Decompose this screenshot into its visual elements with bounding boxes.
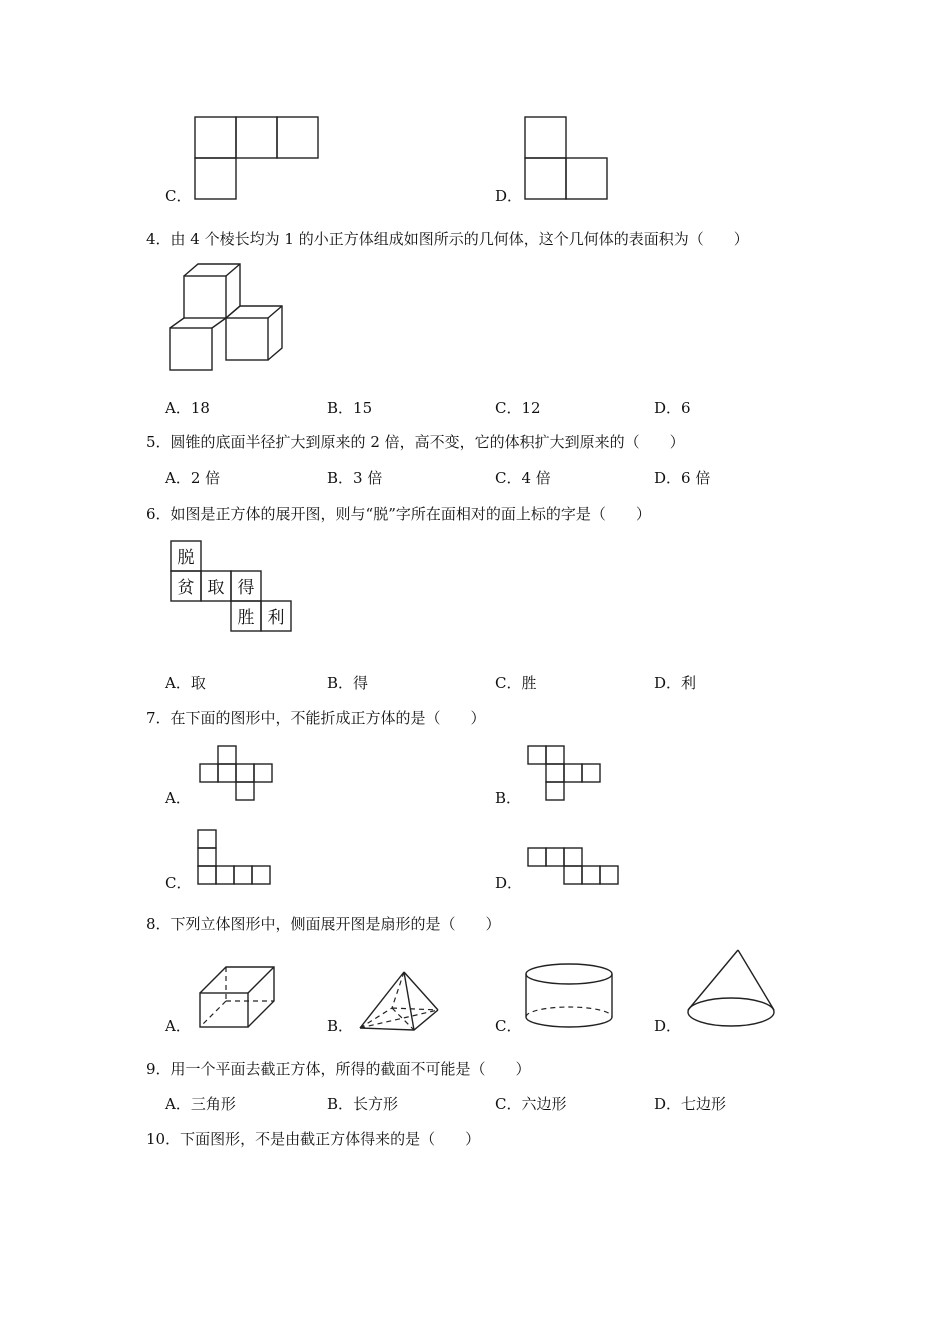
- q3-net-c: [194, 116, 320, 202]
- net-char-tuo: 脱: [177, 548, 195, 568]
- q3-option-d[interactable]: D．: [495, 187, 523, 205]
- q5-option-d[interactable]: D．6 倍: [654, 469, 711, 487]
- q8-option-b[interactable]: B．: [327, 1017, 354, 1035]
- q9-option-d[interactable]: D．七边形: [654, 1095, 727, 1113]
- q3-net-d: [524, 116, 610, 202]
- q6-option-a[interactable]: A．取: [165, 674, 206, 692]
- q9-option-a[interactable]: A．三角形: [165, 1095, 236, 1113]
- q4-cubes-figure: [168, 262, 286, 374]
- q7-option-a[interactable]: A．: [165, 789, 191, 807]
- q7-stem: 7．在下面的图形中，不能折成正方体的是（ ）: [146, 709, 486, 727]
- q9-option-c[interactable]: C．六边形: [495, 1095, 567, 1113]
- q6-stem: 6．如图是正方体的展开图，则与“脱”字所在面相对的面上标的字是（ ）: [146, 505, 651, 523]
- net-char-de: 得: [237, 578, 255, 598]
- q8-cylinder: [524, 962, 616, 1030]
- q7-option-d[interactable]: D．: [495, 874, 523, 892]
- q4-option-b[interactable]: B．15: [327, 399, 373, 417]
- q4-option-c[interactable]: C．12: [495, 399, 541, 417]
- q4-option-a[interactable]: A．18: [165, 399, 210, 417]
- net-char-pin: 贫: [177, 578, 195, 598]
- q9-option-b[interactable]: B．长方形: [327, 1095, 399, 1113]
- q5-option-a[interactable]: A．2 倍: [165, 469, 221, 487]
- q6-cube-net: [170, 540, 294, 636]
- q6-option-c[interactable]: C．胜: [495, 674, 537, 692]
- q5-stem: 5．圆锥的底面半径扩大到原来的 2 倍，高不变，它的体积扩大到原来的（ ）: [146, 433, 685, 451]
- q9-stem: 9．用一个平面去截正方体，所得的截面不可能是（ ）: [146, 1060, 531, 1078]
- q7-net-c: [197, 829, 273, 887]
- q5-option-b[interactable]: B．3 倍: [327, 469, 383, 487]
- q7-option-c[interactable]: C．: [165, 874, 192, 892]
- q4-option-d[interactable]: D．6: [654, 399, 691, 417]
- q3-option-c[interactable]: C．: [165, 187, 192, 205]
- q8-option-d[interactable]: D．: [654, 1017, 682, 1035]
- q8-option-a[interactable]: A．: [165, 1017, 191, 1035]
- q7-option-b[interactable]: B．: [495, 789, 522, 807]
- q8-stem: 8．下列立体图形中，侧面展开图是扇形的是（ ）: [146, 915, 501, 933]
- q8-cuboid: [198, 965, 278, 1031]
- q7-net-b: [527, 745, 603, 803]
- q8-cone: [686, 948, 778, 1030]
- q5-option-c[interactable]: C．4 倍: [495, 469, 551, 487]
- q4-stem: 4．由 4 个棱长均为 1 的小正方体组成如图所示的几何体，这个几何体的表面积为（ ）: [146, 230, 749, 248]
- q7-net-d: [527, 847, 621, 887]
- net-char-qu: 取: [207, 578, 225, 598]
- q6-option-b[interactable]: B．得: [327, 674, 369, 692]
- q8-option-c[interactable]: C．: [495, 1017, 522, 1035]
- net-char-sheng: 胜: [237, 608, 255, 628]
- net-char-li: 利: [267, 608, 285, 628]
- q8-pyramid: [358, 970, 442, 1034]
- q6-option-d[interactable]: D．利: [654, 674, 697, 692]
- q7-net-a: [199, 745, 275, 803]
- q10-stem: 10．下面图形，不是由截正方体得来的是（ ）: [146, 1130, 481, 1148]
